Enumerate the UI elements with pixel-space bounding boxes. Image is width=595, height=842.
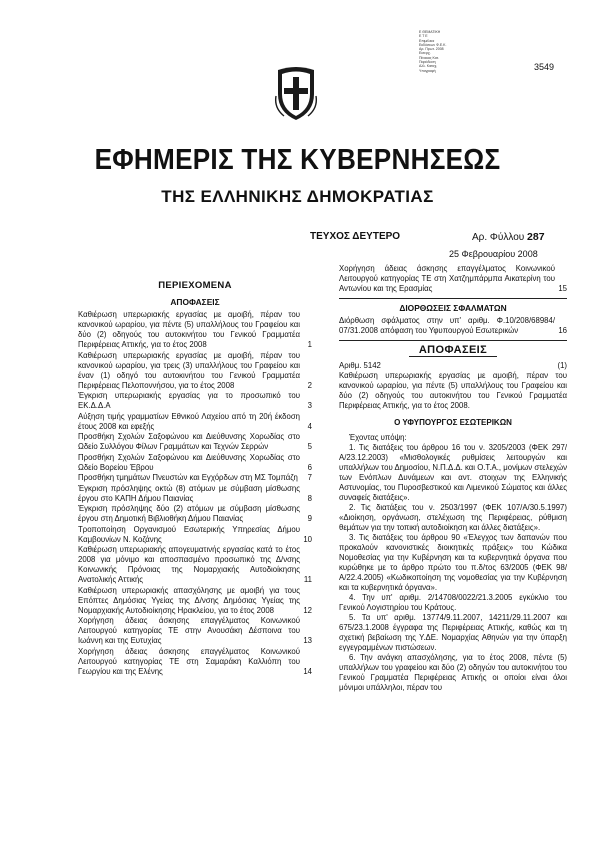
sheet-number xyxy=(472,231,545,243)
toc-item xyxy=(339,264,567,294)
errata-list xyxy=(339,316,567,336)
toc-item-page: 11 xyxy=(303,575,312,584)
page-number: 3549 xyxy=(534,62,555,72)
toc-item-text: Αύξηση τιμής γραμματίων Εθνικού Λαχείου από τη 20ή έκδοση έτους 2008 και εφεξής xyxy=(78,411,300,431)
toc-item-text: Χορήγηση άδειας άσκησης επαγγέλματος Κοινωνικού Λειτουργού κατηγορίας ΤΕ στην Ανουσάκη Δέσποινα του Ιωάννη και της Ευτυχίας xyxy=(78,616,300,645)
toc-item-page: 15 xyxy=(558,284,567,293)
divider xyxy=(339,340,567,341)
toc-item-page: 14 xyxy=(303,666,312,676)
stamp-line: Αλλ. Καταχ. xyxy=(419,64,438,69)
stamp-line: Εισερχ. xyxy=(419,51,431,56)
stamp-line: Εκδόσεων Φ.Ε.Κ. xyxy=(419,42,447,47)
decision-number: Αριθμ. 5142 xyxy=(339,361,381,370)
stamp-line: Αρ. Πρωτ. 2008 xyxy=(419,47,444,52)
toc-item-page: 5 xyxy=(307,442,312,451)
gazette-title: ΕΦΗΜΕΡΙΣ ΤΗΣ ΚΥΒΕΡΝΗΣΕΩΣ xyxy=(94,144,501,176)
stamp-line: Ε ΘΕΜΑΤΙΚΗ xyxy=(419,30,441,34)
toc-item xyxy=(78,586,312,616)
toc-item xyxy=(78,473,312,483)
toc-item xyxy=(78,545,312,585)
stamp-line: Επιμέλεια xyxy=(419,38,435,43)
toc-item-page: 6 xyxy=(307,462,312,472)
toc-item xyxy=(78,453,312,473)
stamp-line: Υπογραφή xyxy=(419,68,436,73)
toc-item-page: 10 xyxy=(303,534,312,544)
right-column xyxy=(339,264,567,693)
toc-item-page: 2 xyxy=(307,380,312,390)
issue-label: ΤΕΥΧΟΣ ΔΕΥΤΕΡΟ xyxy=(310,231,401,242)
decision-paragraphs xyxy=(339,443,567,693)
toc-item-page: 9 xyxy=(307,514,312,523)
sheet-label: Αρ. Φύλλου xyxy=(472,232,525,243)
decision-paragraph: 6. Την ανάγκη απασχόλησης, για το έτος 2008, πέντε (5) υπαλλήλων του γραφείου και δύο (2) οδηγών του αυτοκινήτου του Γενικού Γραμματέα Περιφέρειας Αττικής οι οποίοι είναι όλοι μόνιμοι υπάλληλοι, πέραν του xyxy=(339,653,567,692)
decisions-heading xyxy=(339,345,567,355)
toc-item-page: 3 xyxy=(307,401,312,410)
stamp-line: Παράδοση xyxy=(419,60,436,65)
toc-item xyxy=(78,412,312,432)
decisions-subheading: ΑΠΟΦΑΣΕΙΣ xyxy=(170,297,220,307)
decision-paragraph: 4. Την υπ' αριθμ. 2/14708/0022/21.3.2005 εγκύκλιο του Γενικού Λογιστηρίου του Κράτους. xyxy=(339,593,567,612)
toc-item xyxy=(78,432,312,452)
contents-list-continued xyxy=(339,264,567,294)
toc-item-text: Καθιέρωση υπερωριακής απασχόλησης με αμοιβή για τους Επόπτες Δημόσιας Υγείας της Δ/νσης Δημόσιας Υγείας της Νομαρχιακής Αυτοδιοίκησης Ηρακλείου, για το έτος 2008 xyxy=(78,585,300,615)
toc-item-page: 7 xyxy=(307,473,312,482)
toc-item xyxy=(78,504,312,524)
toc-item-text: Τροποποίηση Οργανισμού Εσωτερικής Υπηρεσίας Δήμου Καμβουνίων Ν. Κοζάνης xyxy=(78,524,300,544)
toc-item-text: Καθιέρωση υπερωριακής εργασίας με αμοιβή, πέραν του κανονικού ωραρίου, για πέντε (5) υπαλλήλους του Γραφείου και δύο (2) οδηγούς του αυτοκινήτου του Γενικού Γραμματέα Περιφέρειας Αττικής, για το έτος 2008 xyxy=(78,310,300,349)
decision-intro: Έχοντας υπόψη: xyxy=(349,433,407,442)
sheet-number-value: 287 xyxy=(527,231,545,243)
gazette-subtitle: ΤΗΣ ΕΛΛΗΝΙΚΗΣ ΔΗΜΟΚΡΑΤΙΑΣ xyxy=(161,187,434,206)
toc-item-text: Έγκριση πρόσληψης δύο (2) ατόμων με σύμβαση μίσθωσης έργου στη Δημοτική Βιβλιοθήκη Δήμου Παιανίας xyxy=(78,504,300,523)
toc-item-page: 4 xyxy=(307,421,312,431)
decision-number-row xyxy=(339,361,567,371)
toc-item-page: 8 xyxy=(307,493,312,503)
decision-title: Καθιέρωση υπερωριακής εργασίας με αμοιβή, πέραν του κανονικού ωραρίου, για πέντε (5) υπαλλήλους του Γραφείου και δύο (2) οδηγούς του αυτοκινήτου του Γενικού Γραμματέα Περιφέρειας Αττικής, για το έτος 2008. xyxy=(339,371,567,410)
greek-coat-of-arms-emblem xyxy=(296,66,318,127)
toc-item-text: Έγκριση υπερωριακής εργασίας για το προσωπικό του ΕΚ.Δ.Δ.Α xyxy=(78,391,300,410)
toc-item xyxy=(78,391,312,411)
toc-item-text: Διόρθωση σφάλματος στην υπ' αριθμ. Φ.10/208/68984/ 07/31.2008 απόφαση του Υφυπουργού Εσωτερικών xyxy=(339,316,555,335)
decisions-heading-text: ΑΠΟΦΑΣΕΙΣ xyxy=(409,344,497,357)
issue-date: 25 Φεβρουαρίου 2008 xyxy=(449,249,538,259)
toc-item xyxy=(78,484,312,504)
toc-item xyxy=(78,616,312,646)
toc-item-text: Καθιέρωση υπερωριακής απογευματινής εργασίας κατά το έτος 2008 για μόνιμο και αποσπασμένο προσωπικό της Δ/νσης Κοινωνικής Πρόνοιας της Νομαρχιακής Αυτοδιοίκησης Ανατολικής Αττικής xyxy=(78,545,300,584)
contents-list xyxy=(78,310,312,677)
toc-item-text: Προσθήκη Σχολών Σαξοφώνου και Διεύθυνσης Χορωδίας στο Ωδείο Βορείου Έβρου xyxy=(78,452,300,472)
minister-heading: Ο ΥΦΥΠΟΥΡΓΟΣ ΕΣΩΤΕΡΙΚΩΝ xyxy=(394,418,512,427)
toc-item-text: Προσθήκη τμημάτων Πνευστών και Εγχόρδων στη ΜΣ Τομπάζη xyxy=(78,473,298,482)
toc-item-page: 16 xyxy=(558,326,567,335)
toc-item-text: Χορήγηση άδειας άσκησης επαγγέλματος Κοινωνικού Λειτουργού κατηγορίας ΤΕ στη Σαμαράκη Καλλιόπη του Γεωργίου και της Ελένης xyxy=(78,646,300,676)
toc-item-text: Χορήγηση άδειας άσκησης επαγγέλματος Κοινωνικού Λειτουργού κατηγορίας ΤΕ στη Χατζημπάρμπα Αικατερίνη του Αντωνίου και της Ερασμίας xyxy=(339,264,555,293)
decision-paragraph: 2. Τις διατάξεις του ν. 2503/1997 (ΦΕΚ 107/Α/30.5.1997) «Διοίκηση, οργάνωση, στελέχωση της Περιφέρειας, ρύθμιση θεμάτων για την τοπική αυτοδιοίκηση και άλλες διατάξεις». xyxy=(339,503,567,532)
stamp-line: Ε Τ Ε xyxy=(419,34,428,39)
toc-item xyxy=(78,351,312,391)
toc-item-text: Καθιέρωση υπερωριακής εργασίας με αμοιβή, πέραν του κανονικού ωραρίου, για τρεις (3) υπαλλήλους του Γραφείου και έναν (1) οδηγό του αυτοκινήτου του Γενικού Γραμματέα Περιφέρειας Πελοποννήσου, για το έτος 2008 xyxy=(78,350,300,390)
toc-item-page: 12 xyxy=(303,605,312,615)
decision-paragraph: 5. Τα υπ' αριθμ. 13774/9.11.2007, 14211/29.11.2007 και 675/23.1.2008 έγγραφα της Περιφέρειας Αττικής, καθώς και τη σχετική βεβαίωση της Υ.ΔΕ. Νομαρχίας Αθηνών για την ύπαρξη εγγεγραμμένων πιστώσεων. xyxy=(339,613,567,652)
toc-item-page: 13 xyxy=(303,636,312,645)
toc-item-page: 1 xyxy=(307,340,312,349)
decision-paragraph: 1. Τις διατάξεις του άρθρου 16 του ν. 3205/2003 (ΦΕΚ 297/Α/23.12.2003) «Μισθολογικές ρυθμίσεις λειτουργών και υπαλλήλων του Δημοσίου, Ν.Π.Δ.Δ. και Ο.Τ.Α., μονίμων στελεχών των Ενόπλων Δυνάμεων και αντ. στοιχων της Ελληνικής Αστυνομίας, του Πυροσβεστικού και Λιμενικού Σώματος και άλλες συναφείς διατάξεις». xyxy=(339,443,567,502)
stamp-line: Πίνακας Κατ. xyxy=(419,55,440,60)
toc-item xyxy=(78,647,312,677)
decision-marker: (1) xyxy=(557,361,567,370)
errata-item xyxy=(339,316,567,336)
registry-stamp xyxy=(419,30,467,73)
toc-item xyxy=(78,310,312,350)
toc-item-text: Έγκριση πρόσληψης οκτώ (8) ατόμων με σύμβαση μίσθωσης έργου στο ΚΑΠΗ Δήμου Παιανίας xyxy=(78,483,300,503)
divider xyxy=(339,298,567,299)
errata-heading: ΔΙΟΡΘΩΣΕΙΣ ΣΦΑΛΜΑΤΩΝ xyxy=(399,303,507,313)
contents-column xyxy=(78,264,312,677)
toc-item-text: Προσθήκη Σχολών Σαξοφώνου και Διεύθυνσης Χορωδίας στο Ωδείο Συλλόγου Φίλων Γραμμάτων και Τεχνών Σερρών xyxy=(78,432,300,451)
decision-paragraph: 3. Τις διατάξεις του άρθρου 90 «Έλεγχος των δαπανών που προκαλούν κανονιστικές διοικητικές πράξεις» του Κώδικα Νομοθεσίας για την Κυβέρνηση και τα κυβερνητικά όργανα που κυρώθηκε με το άρθρο πρώτο του π.δ/τος 63/2005 (ΦΕΚ 98/Α/22.4.2005) «Κωδικοποίηση της νομοθεσίας για την Κυβέρνηση και τα κυβερνητικά όργανα». xyxy=(339,533,567,592)
toc-item xyxy=(78,525,312,545)
contents-heading: ΠΕΡΙΕΧΟΜΕΝΑ xyxy=(158,280,232,291)
